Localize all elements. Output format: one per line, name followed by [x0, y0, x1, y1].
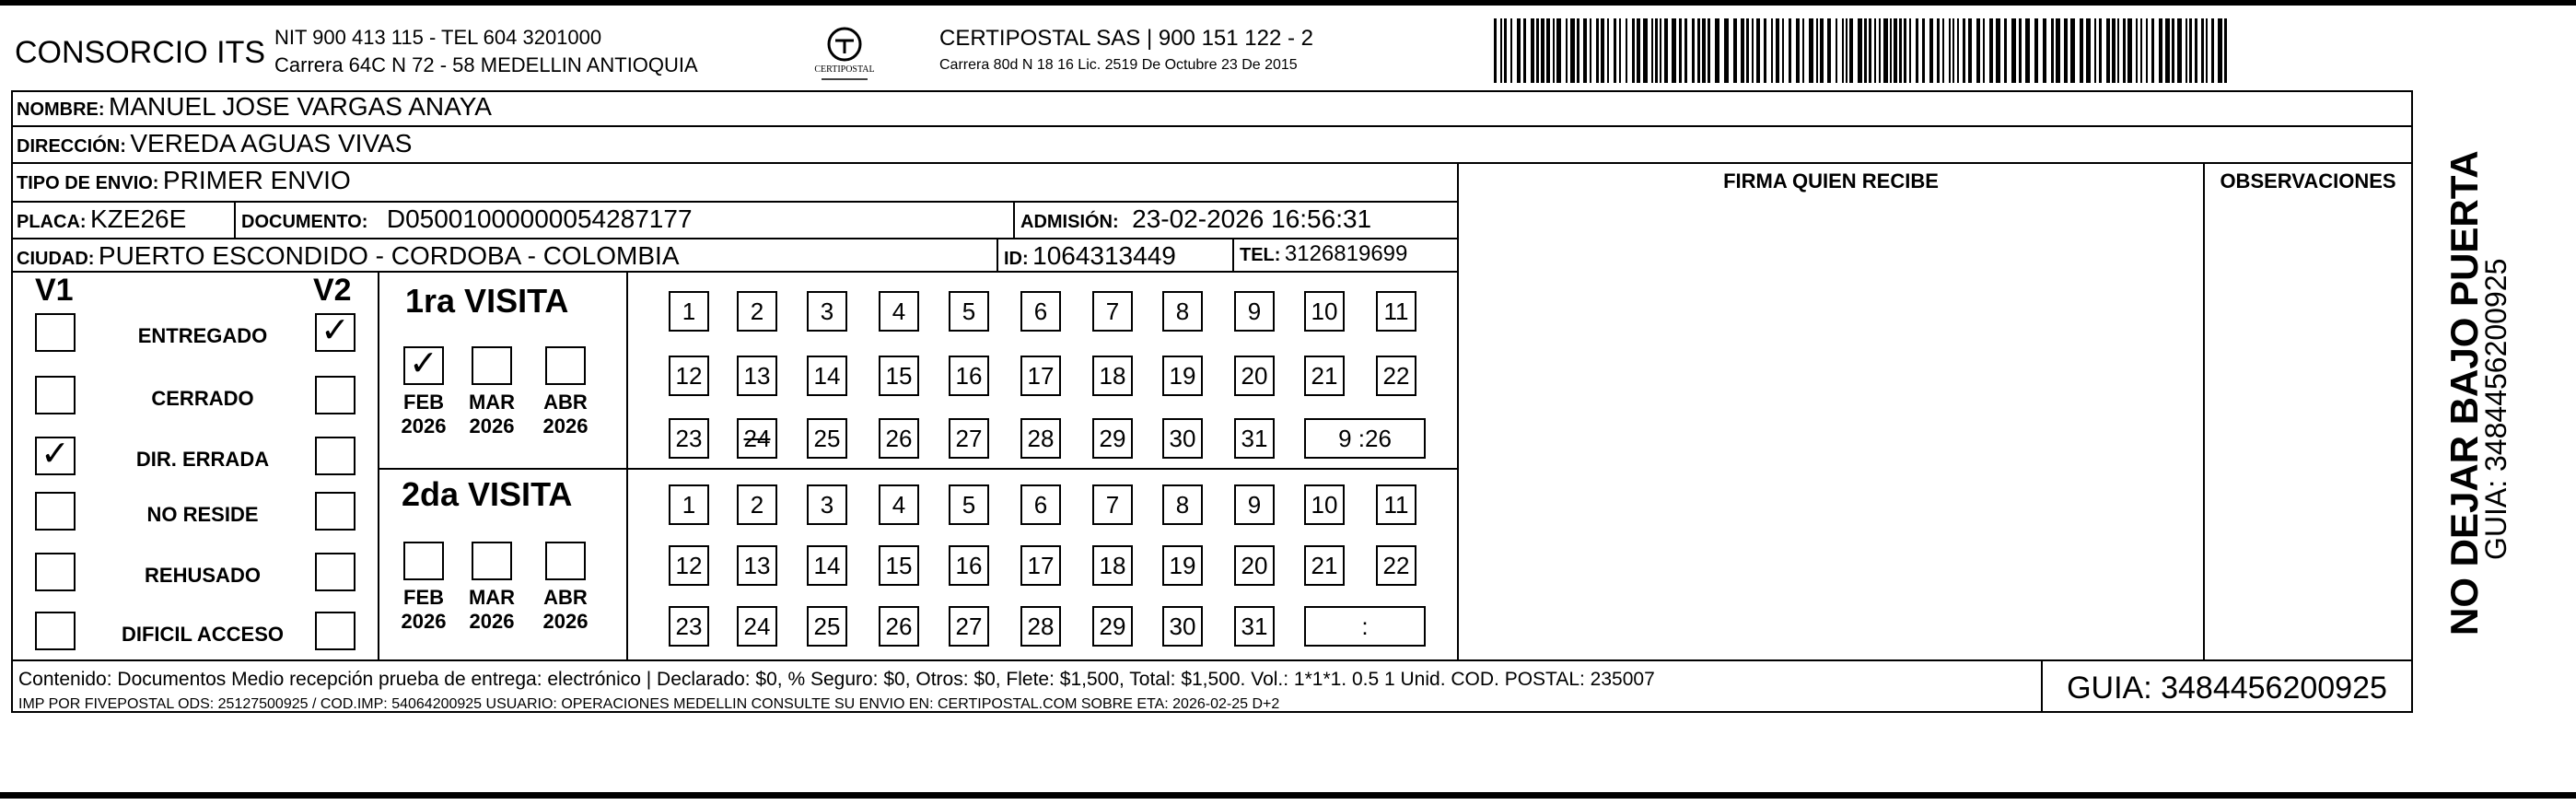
row-divider: [11, 125, 2413, 127]
second-month-checkbox[interactable]: [545, 542, 586, 580]
id-value: 1064313449: [1032, 241, 1176, 270]
direccion-value: VEREDA AGUAS VIVAS: [130, 129, 413, 158]
first-day-box[interactable]: 28: [1020, 418, 1061, 459]
first-day-box[interactable]: 10: [1304, 291, 1345, 332]
first-day-box[interactable]: 15: [879, 356, 919, 396]
second-day-box[interactable]: 3: [807, 484, 847, 525]
field-documento: [241, 204, 693, 234]
second-day-box[interactable]: 7: [1092, 484, 1133, 525]
first-day-box[interactable]: 12: [669, 356, 709, 396]
first-day-box[interactable]: 30: [1162, 418, 1203, 459]
ciudad-value: PUERTO ESCONDIDO - CORDOBA - COLOMBIA: [98, 241, 680, 270]
second-day-box[interactable]: 10: [1304, 484, 1345, 525]
second-day-box[interactable]: 4: [879, 484, 919, 525]
second-day-box[interactable]: 27: [949, 606, 989, 647]
col-divider: [1457, 162, 1459, 659]
cell-divider: [378, 271, 379, 659]
v2-checkbox[interactable]: [315, 437, 356, 475]
second-day-box[interactable]: 21: [1304, 545, 1345, 586]
status-label: REHUSADO: [145, 564, 261, 587]
first-day-box[interactable]: 11: [1376, 291, 1416, 332]
v1-checkbox[interactable]: [35, 437, 76, 475]
second-day-box[interactable]: 20: [1234, 545, 1275, 586]
second-month-label: FEB 2026: [401, 586, 447, 633]
v2-checkbox[interactable]: [315, 612, 356, 650]
first-day-box[interactable]: 24: [737, 418, 777, 459]
first-day-box[interactable]: 6: [1020, 291, 1061, 332]
id-label: ID:: [1004, 249, 1029, 269]
field-tel: [1240, 241, 1407, 267]
row-divider: [11, 162, 2413, 164]
second-day-box[interactable]: 18: [1092, 545, 1133, 586]
status-label: DIR. ERRADA: [135, 448, 270, 471]
field-direccion: [17, 129, 412, 158]
first-day-box[interactable]: 17: [1020, 356, 1061, 396]
check-mark: ✓: [321, 311, 350, 350]
second-day-box[interactable]: 2: [737, 484, 777, 525]
first-day-box[interactable]: 21: [1304, 356, 1345, 396]
second-month-checkbox[interactable]: [472, 542, 512, 580]
bottom-border-bar: [0, 792, 2576, 799]
first-day-box[interactable]: 31: [1234, 418, 1275, 459]
field-placa: [17, 204, 186, 234]
first-month-label: MAR 2026: [468, 391, 516, 438]
second-day-box[interactable]: 26: [879, 606, 919, 647]
row-divider: [11, 271, 1457, 273]
cell-divider: [2041, 659, 2043, 713]
status-label: CERRADO: [151, 387, 254, 410]
barcode: [1494, 18, 2231, 83]
certipostal-line: CERTIPOSTAL SAS | 900 151 122 - 2: [939, 26, 1313, 51]
nombre-value: MANUEL JOSE VARGAS ANAYA: [109, 92, 492, 121]
direccion-label: DIRECCIÓN:: [17, 136, 126, 157]
v1-checkbox[interactable]: [35, 313, 76, 352]
first-day-box[interactable]: 4: [879, 291, 919, 332]
second-day-box[interactable]: 12: [669, 545, 709, 586]
row-divider: [11, 238, 1457, 239]
first-day-box[interactable]: 3: [807, 291, 847, 332]
second-day-box[interactable]: 5: [949, 484, 989, 525]
second-day-box[interactable]: 15: [879, 545, 919, 586]
v1-header: V1: [35, 273, 74, 308]
second-visit-title: 2da VISITA: [402, 475, 573, 513]
second-day-box[interactable]: 28: [1020, 606, 1061, 647]
documento-label: DOCUMENTO:: [241, 212, 368, 232]
status-label: ENTREGADO: [137, 324, 268, 347]
second-day-box[interactable]: 17: [1020, 545, 1061, 586]
first-day-box[interactable]: 20: [1234, 356, 1275, 396]
nombre-label: NOMBRE:: [17, 99, 105, 120]
first-month-checkbox[interactable]: [545, 346, 586, 385]
cell-divider: [1013, 201, 1015, 238]
firma-header: FIRMA QUIEN RECIBE: [1723, 169, 1939, 192]
cell-divider: [626, 271, 628, 659]
field-id: [1004, 241, 1176, 271]
no-dejar-warning: NO DEJAR BAJO PUERTA: [2442, 150, 2486, 636]
second-day-box[interactable]: 8: [1162, 484, 1203, 525]
first-day-box[interactable]: 27: [949, 418, 989, 459]
first-month-label: FEB 2026: [401, 391, 447, 438]
tel-value: 3126819699: [1284, 241, 1408, 266]
visit-divider: [378, 468, 1457, 470]
second-day-box[interactable]: 13: [737, 545, 777, 586]
cell-divider: [997, 238, 998, 271]
v1-checkbox[interactable]: [35, 376, 76, 414]
cell-divider: [234, 201, 236, 238]
check-mark: ✓: [409, 344, 438, 383]
logo-text: CERTIPOSTAL: [814, 64, 875, 75]
second-day-box[interactable]: 6: [1020, 484, 1061, 525]
first-day-box[interactable]: 1: [669, 291, 709, 332]
first-day-box[interactable]: 7: [1092, 291, 1133, 332]
first-month-label: ABR 2026: [542, 391, 589, 438]
v1-checkbox[interactable]: [35, 492, 76, 531]
field-nombre: [17, 92, 492, 122]
placa-label: PLACA:: [17, 212, 87, 232]
second-day-box[interactable]: 29: [1092, 606, 1133, 647]
col-divider: [2203, 162, 2205, 659]
first-day-box[interactable]: 14: [807, 356, 847, 396]
row-divider: [11, 201, 1457, 203]
second-time-box[interactable]: :: [1304, 606, 1426, 647]
first-day-box[interactable]: 18: [1092, 356, 1133, 396]
first-day-box[interactable]: 22: [1376, 356, 1416, 396]
company-address: Carrera 64C N 72 - 58 MEDELLIN ANTIOQUIA: [274, 53, 698, 76]
footer-divider: [11, 659, 2413, 661]
second-day-box[interactable]: 9: [1234, 484, 1275, 525]
ciudad-label: CIUDAD:: [17, 249, 95, 269]
documento-value: D05001000000054287177: [386, 204, 693, 233]
first-day-box[interactable]: 16: [949, 356, 989, 396]
first-visit-title: 1ra VISITA: [405, 282, 569, 320]
first-day-box[interactable]: 23: [669, 418, 709, 459]
status-label: NO RESIDE: [146, 503, 259, 526]
first-day-box[interactable]: 13: [737, 356, 777, 396]
v2-checkbox[interactable]: [315, 553, 356, 591]
side-guia: GUIA: 3484456200925: [2479, 258, 2512, 560]
check-mark: ✓: [41, 435, 70, 473]
first-day-box[interactable]: 26: [879, 418, 919, 459]
status-label: DIFICIL ACCESO: [121, 623, 284, 646]
print-info: IMP POR FIVEPOSTAL ODS: 25127500925 / COD.IMP: 54064200925 USUARIO: OPERACIONES MEDELLIN CONSULTE SU ENVIO EN: CERTIPOSTAL.COM SOBRE ETA: 2026-02-25 D+2: [18, 696, 1280, 712]
field-tipo-envio: [17, 166, 351, 195]
v2-checkbox[interactable]: [315, 376, 356, 414]
tipo-value: PRIMER ENVIO: [162, 166, 351, 194]
admision-value: 23-02-2026 16:56:31: [1132, 204, 1372, 233]
top-border-bar: [0, 0, 2576, 6]
second-day-box[interactable]: 16: [949, 545, 989, 586]
second-month-checkbox[interactable]: [403, 542, 444, 580]
first-day-box[interactable]: 25: [807, 418, 847, 459]
v2-checkbox[interactable]: [315, 313, 356, 352]
guia-number: GUIA: 3484456200925: [2067, 671, 2387, 706]
first-day-box[interactable]: 19: [1162, 356, 1203, 396]
placa-value: KZE26E: [90, 204, 187, 233]
content-summary: Contenido: Documentos Medio recepción prueba de entrega: electrónico | Declarado: $0, % Seguro: $0, Otros: $0, Flete: $1,500, Total: $1,500. Vol.: 1*1*1. 0.5 1 Unid. COD. POSTAL: 235007: [18, 669, 1655, 690]
first-day-box[interactable]: 9: [1234, 291, 1275, 332]
cell-divider: [1232, 238, 1234, 271]
second-day-box[interactable]: 22: [1376, 545, 1416, 586]
first-day-box[interactable]: 8: [1162, 291, 1203, 332]
v2-checkbox[interactable]: [315, 492, 356, 531]
second-day-box[interactable]: 23: [669, 606, 709, 647]
first-month-checkbox[interactable]: [472, 346, 512, 385]
company-name: CONSORCIO ITS: [15, 35, 266, 70]
license-line: Carrera 80d N 18 16 Lic. 2519 De Octubre 23 De 2015: [939, 57, 1298, 73]
first-day-box[interactable]: 2: [737, 291, 777, 332]
first-day-box[interactable]: 29: [1092, 418, 1133, 459]
v2-header: V2: [313, 273, 352, 308]
first-month-checkbox[interactable]: [403, 346, 444, 385]
certipostal-logo: [794, 24, 895, 85]
first-time-box[interactable]: 9 :26: [1304, 418, 1426, 459]
second-day-box[interactable]: 19: [1162, 545, 1203, 586]
second-day-box[interactable]: 30: [1162, 606, 1203, 647]
v1-checkbox[interactable]: [35, 553, 76, 591]
field-admision: [1020, 204, 1371, 234]
company-nit: NIT 900 413 115 - TEL 604 3201000: [274, 26, 602, 49]
second-day-box[interactable]: 25: [807, 606, 847, 647]
v1-checkbox[interactable]: [35, 612, 76, 650]
admision-label: ADMISIÓN:: [1020, 212, 1119, 232]
observaciones-header: OBSERVACIONES: [2220, 169, 2396, 192]
first-day-box[interactable]: 5: [949, 291, 989, 332]
second-day-box[interactable]: 31: [1234, 606, 1275, 647]
second-day-box[interactable]: 1: [669, 484, 709, 525]
second-month-label: MAR 2026: [468, 586, 516, 633]
second-day-box[interactable]: 11: [1376, 484, 1416, 525]
second-day-box[interactable]: 14: [807, 545, 847, 586]
tel-label: TEL:: [1240, 245, 1281, 265]
second-day-box[interactable]: 24: [737, 606, 777, 647]
tipo-label: TIPO DE ENVIO:: [17, 173, 159, 193]
field-ciudad: [17, 241, 680, 271]
second-month-label: ABR 2026: [542, 586, 589, 633]
